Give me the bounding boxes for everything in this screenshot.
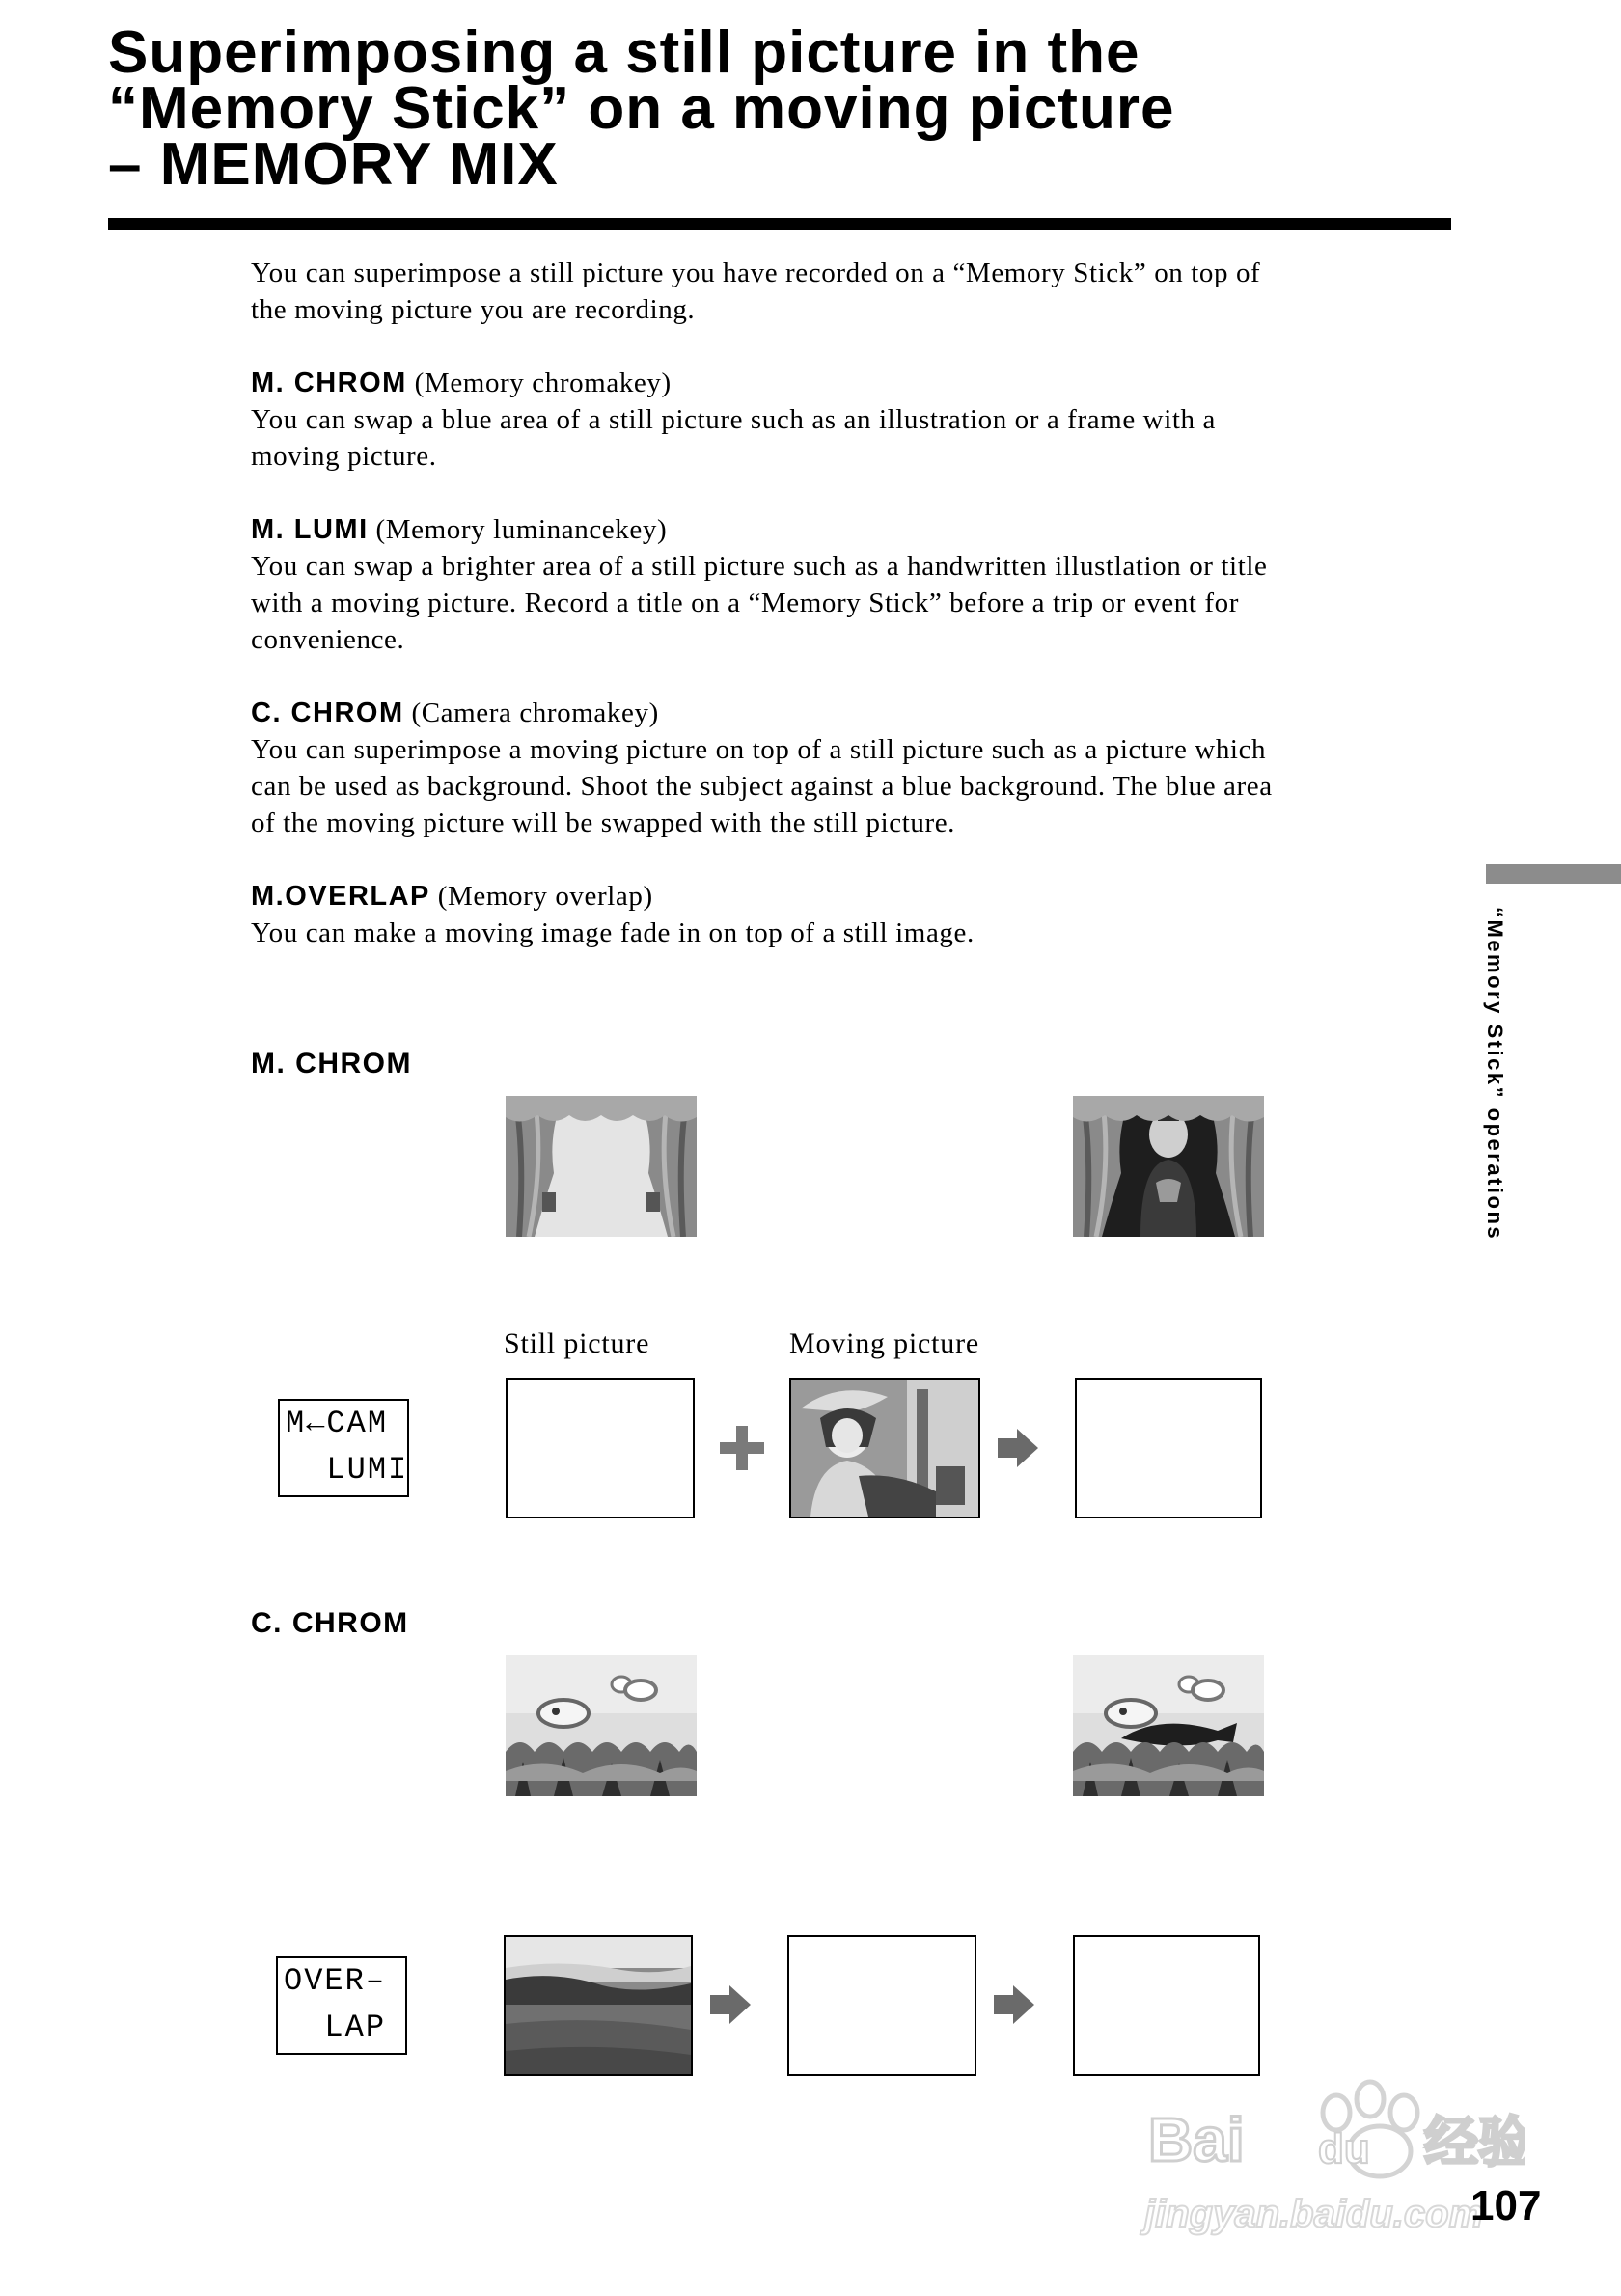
svg-text:经验: 经验	[1424, 2112, 1525, 2174]
mode-term: C. CHROM	[251, 697, 404, 728]
watermark-url: jingyan.baidu.com	[1144, 2193, 1484, 2235]
mode-line: You can make a moving image fade in on top of a still image.	[251, 917, 975, 948]
mode-line: can be used as background. Shoot the subject against a blue background. The blue area	[251, 771, 1273, 802]
mode-term: M. CHROM	[251, 368, 407, 398]
landscape-still-image	[504, 1935, 693, 2076]
mode-line: of the moving picture will be swapped with the still picture.	[251, 807, 956, 838]
mode-desc: (Memory overlap)	[429, 881, 653, 912]
mode-desc: (Camera chromakey)	[403, 697, 659, 728]
arrow-right-icon	[998, 1429, 1038, 1467]
title-line-1: Superimposing a still picture in the	[108, 19, 1140, 86]
moving-picture-caption: Moving picture	[789, 1327, 980, 1359]
arrow-right-icon	[994, 1985, 1034, 2024]
svg-text:du: du	[1318, 2125, 1370, 2173]
plus-icon	[718, 1424, 766, 1472]
mode-line: convenience.	[251, 624, 405, 655]
lumi-lcd-indicator	[278, 1399, 409, 1497]
cchrom-figure-heading: C. CHROM	[251, 1607, 409, 1639]
section-label: “Memory Stick” operations	[1483, 907, 1507, 1242]
intro-paragraph	[251, 255, 1447, 328]
moving-picture-image	[789, 1378, 980, 1518]
page-number: 107	[1470, 2182, 1542, 2229]
aquarium-result-image	[1073, 1655, 1264, 1796]
section-tab-marker	[1486, 864, 1621, 884]
mode-line: You can swap a brighter area of a still picture such as a handwritten illustlation or title	[251, 551, 1268, 582]
still-picture-frame	[506, 1378, 695, 1518]
mode-line: moving picture.	[251, 441, 437, 472]
title-line-2: “Memory Stick” on a moving picture	[108, 75, 1175, 142]
mode-mlumi	[251, 511, 1447, 658]
mode-term: M. LUMI	[251, 514, 369, 545]
baidu-watermark	[1139, 2055, 1525, 2248]
lcd-line: LUMI	[286, 1452, 409, 1488]
arrow-right-icon	[710, 1985, 751, 2024]
curtain-result-image	[1073, 1096, 1264, 1237]
title-line-3: – MEMORY MIX	[108, 131, 559, 198]
curtain-still-image	[506, 1096, 697, 1237]
aquarium-still-image	[506, 1655, 697, 1796]
result-picture-frame	[1075, 1378, 1262, 1518]
mode-mchrom	[251, 365, 1447, 475]
mode-desc: (Memory chromakey)	[406, 368, 672, 398]
watermark-logo-text: Bai	[1148, 2105, 1245, 2174]
mchrom-figure-heading: M. CHROM	[251, 1048, 412, 1080]
lcd-line: OVER–	[284, 1963, 387, 1999]
intro-line: You can superimpose a still picture you have recorded on a “Memory Stick” on top of	[251, 258, 1261, 288]
mode-cchrom	[251, 695, 1447, 841]
lcd-line: LAP	[284, 2009, 387, 2045]
title-rule	[108, 218, 1451, 230]
section-sidebar	[1478, 907, 1513, 1254]
mode-term: M.OVERLAP	[251, 881, 430, 912]
mode-line: You can superimpose a moving picture on top of a still picture such as a picture which	[251, 734, 1267, 765]
intro-line: the moving picture you are recording.	[251, 294, 696, 325]
lcd-line: M←CAM	[286, 1406, 389, 1441]
mode-desc: (Memory luminancekey)	[368, 514, 668, 545]
overlap-lcd-indicator	[276, 1956, 407, 2055]
page-title	[108, 19, 1459, 198]
mode-line: with a moving picture. Record a title on a “Memory Stick” before a trip or event for	[251, 588, 1239, 618]
mode-moverlap	[251, 878, 1447, 951]
overlap-middle-frame	[787, 1935, 976, 2076]
mode-line: You can swap a blue area of a still picture such as an illustration or a frame with a	[251, 404, 1216, 435]
still-picture-caption: Still picture	[504, 1327, 650, 1359]
